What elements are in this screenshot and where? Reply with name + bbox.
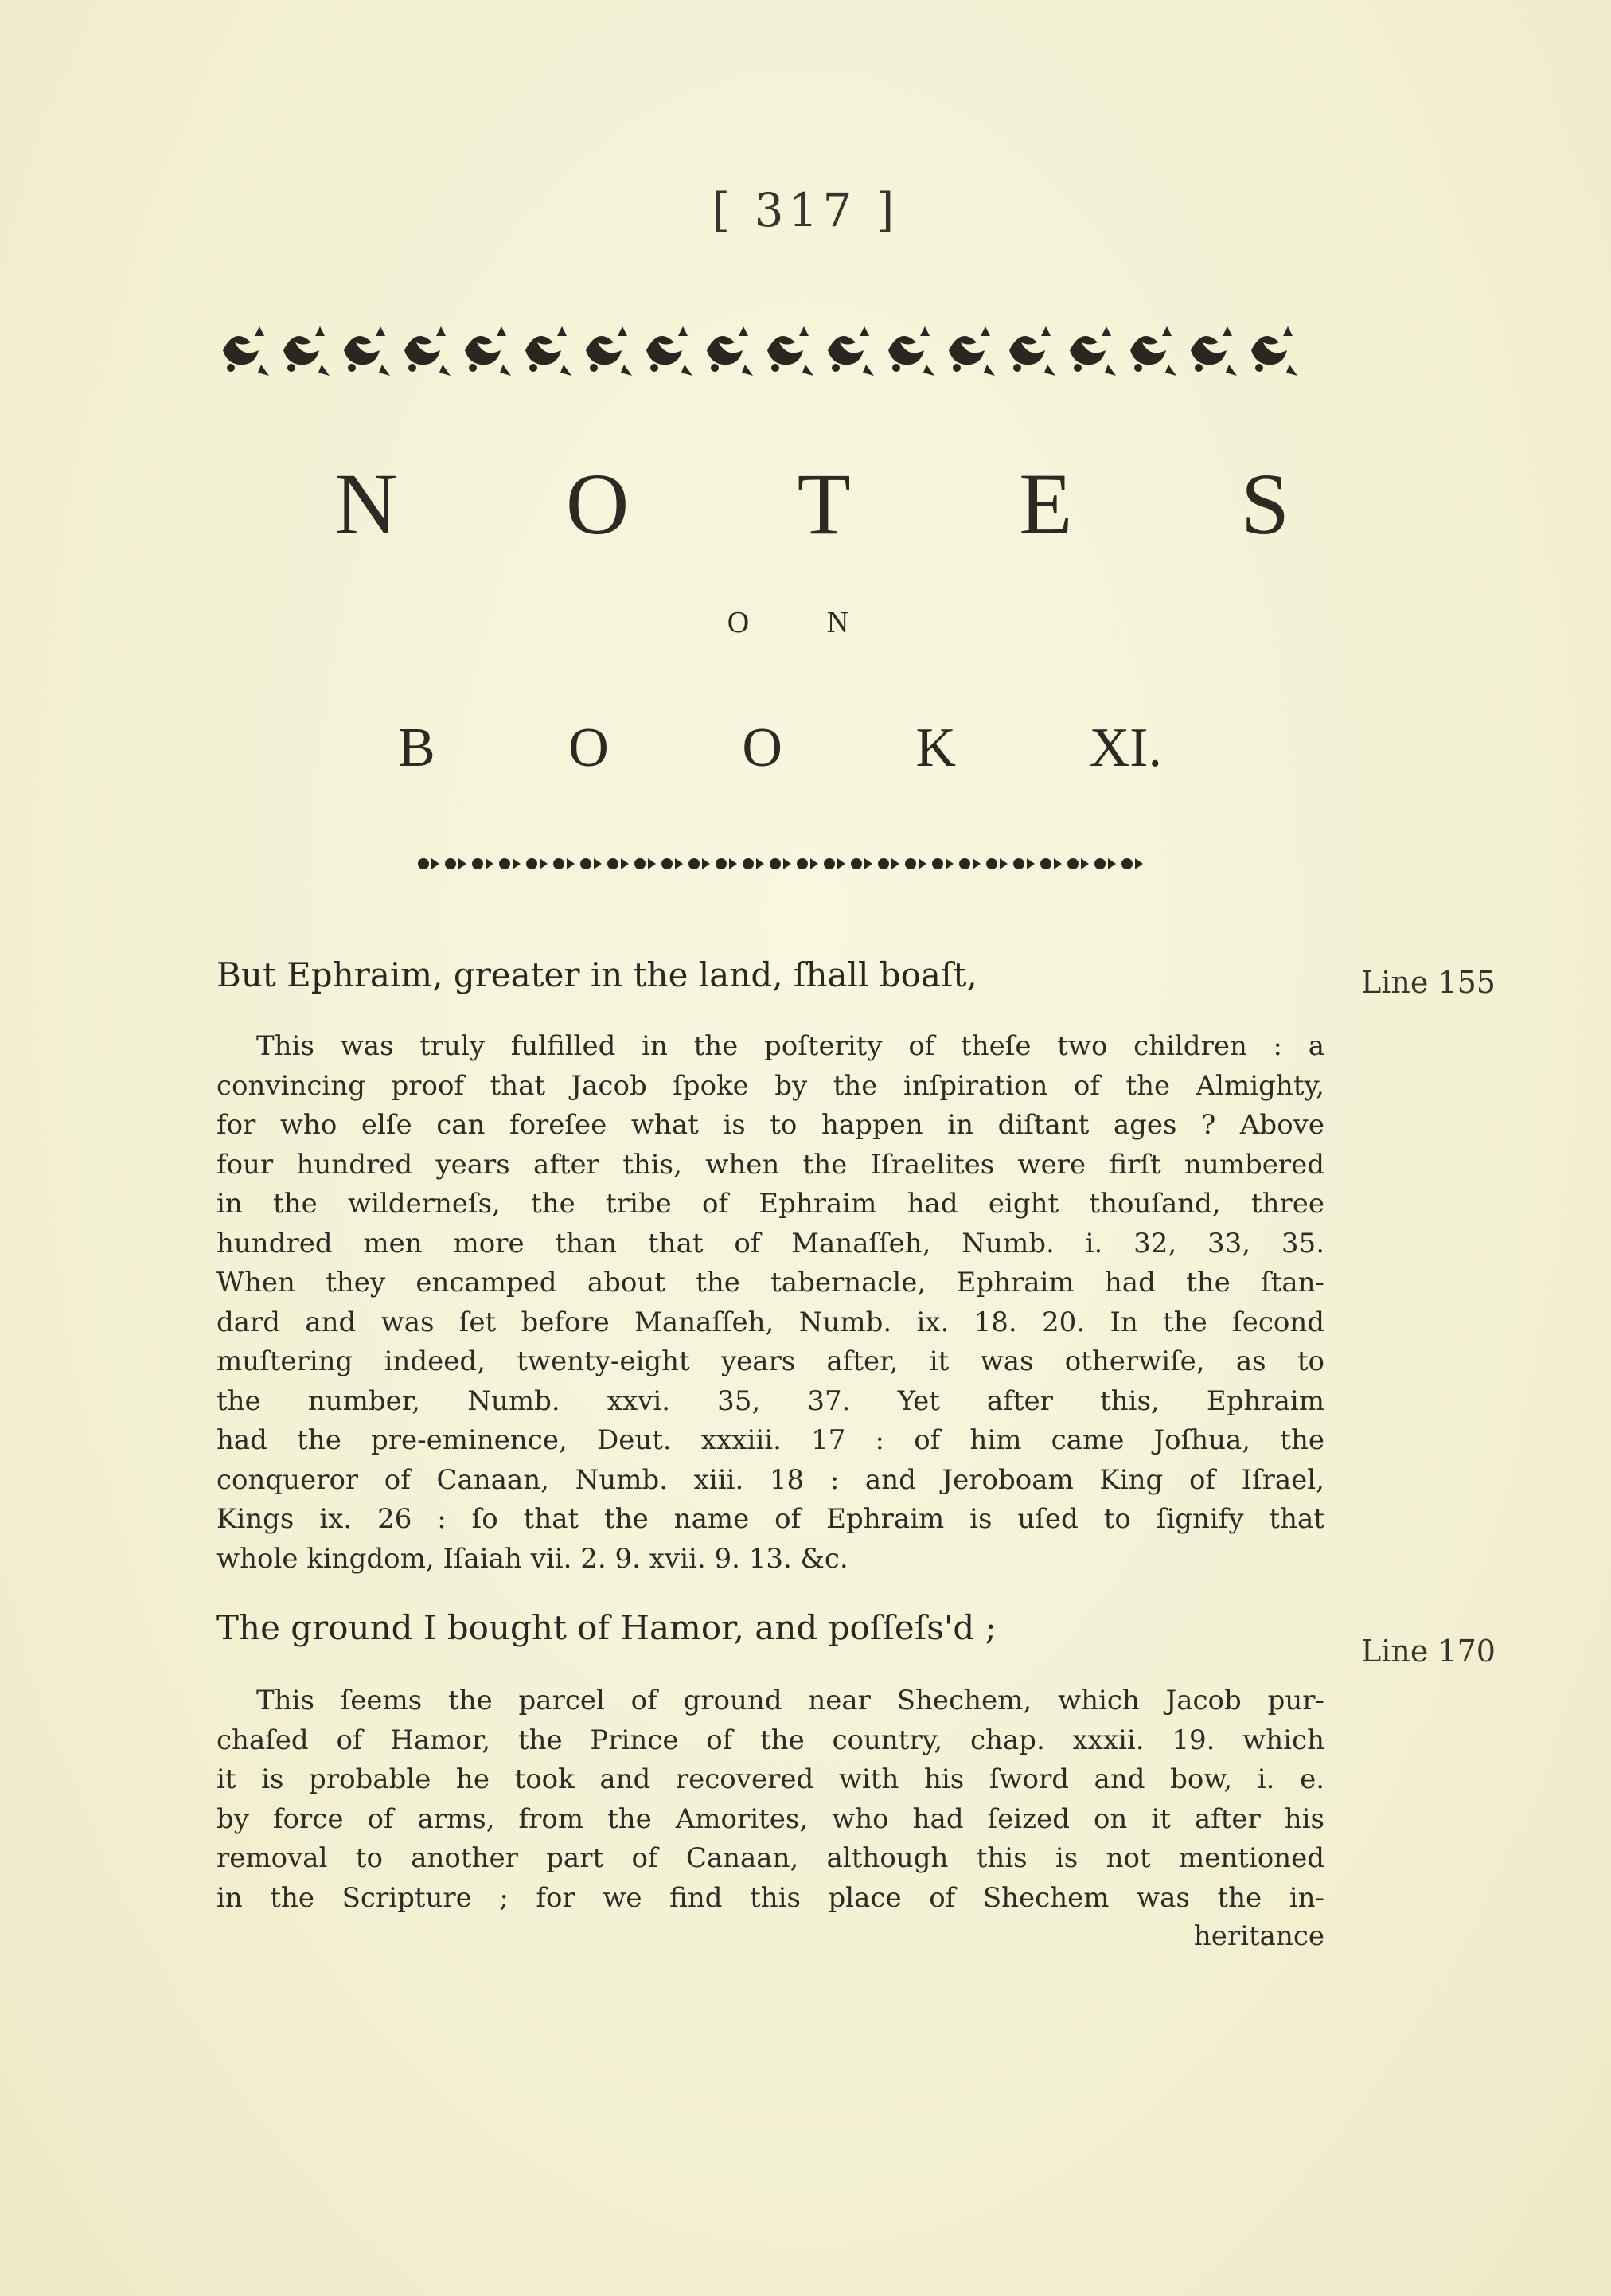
title-letter: O: [565, 455, 630, 553]
text-line: the number, Numb. xxvi. 35, 37. Yet after this, Ephraim: [216, 1384, 1324, 1417]
text-line: chaſed of Hamor, the Prince of the country, chap. xxxii. 19. which: [216, 1724, 1324, 1756]
text-line: dard and was ſet before Manaſſeh, Numb. ix. 18. 20. In the ſecond: [216, 1306, 1324, 1338]
verse-heading-2: The ground I bought of Hamor, and poſſeſs'd ;: [216, 1608, 997, 1647]
text-line: in the wilderneſs, the tribe of Ephraim had eight thouſand, three: [216, 1188, 1324, 1220]
title-letter: E: [1019, 455, 1073, 553]
catchword: heritance: [1193, 1920, 1324, 1952]
verse-heading-1: But Ephraim, greater in the land, ſhall boaſt,: [216, 955, 977, 994]
title-letter: O: [568, 717, 609, 779]
text-line: it is probable he took and recovered with his ſword and bow, i. e.: [216, 1763, 1324, 1795]
ornament-divider: [414, 852, 1146, 876]
text-line: removal to another part of Canaan, although this is not mentioned: [216, 1842, 1324, 1874]
text-line: whole kingdom, Iſaiah vii. 2. 9. xvii. 9. 13. &c.: [216, 1542, 848, 1575]
line-reference-170: Line 170: [1361, 1634, 1496, 1669]
text-line: four hundred years after this, when the Iſraelites were firſt numbered: [216, 1148, 1324, 1181]
text-line: This was truly fulfilled in the poſterity of theſe two children : a: [256, 1030, 1324, 1062]
text-line: hundred men more than that of Manaſſeh, Numb. i. 32, 33, 35.: [216, 1227, 1324, 1259]
text-line: had the pre-eminence, Deut. xxxiii. 17 : of him came Joſhua, the: [216, 1424, 1324, 1456]
text-line: Kings ix. 26 : ſo that the name of Ephraim is uſed to ſignify that: [216, 1503, 1324, 1535]
text-line: for who elſe can foreſee what is to happen in diſtant ages ? Above: [216, 1109, 1324, 1141]
ornament-top-border: [215, 318, 1305, 382]
title-letter: K: [915, 717, 957, 779]
commentary-paragraph-2: [216, 1681, 1324, 1918]
title-letter: T: [797, 455, 851, 553]
title-letter: O: [742, 717, 782, 779]
text-line: convincing proof that Jacob ſpoke by the inſpiration of the Almighty,: [216, 1069, 1324, 1102]
page-number: [ 317 ]: [712, 183, 899, 237]
title-letter: N: [334, 455, 398, 553]
text-line: in the Scripture ; for we find this place of Shechem was the in-: [216, 1881, 1324, 1914]
commentary-paragraph-1: [216, 1027, 1324, 1579]
text-line: When they encamped about the tabernacle, Ephraim had the ſtan-: [216, 1267, 1324, 1298]
text-line: This ſeems the parcel of ground near Shechem, which Jacob pur-: [256, 1685, 1324, 1716]
title-letter: XI.: [1089, 717, 1162, 779]
title-book: [398, 717, 1162, 780]
title-notes: [334, 454, 1289, 555]
text-line: by force of arms, from the Amorites, who had ſeized on it after his: [216, 1802, 1324, 1835]
text-line: conqueror of Canaan, Numb. xiii. 18 : and Jeroboam King of Iſrael,: [216, 1463, 1324, 1496]
line-reference-155: Line 155: [1361, 965, 1496, 1000]
title-on: O N: [727, 606, 884, 639]
text-line: muſtering indeed, twenty-eight years after, it was otherwiſe, as to: [216, 1345, 1324, 1377]
title-letter: B: [398, 717, 435, 779]
title-letter: S: [1240, 455, 1289, 553]
